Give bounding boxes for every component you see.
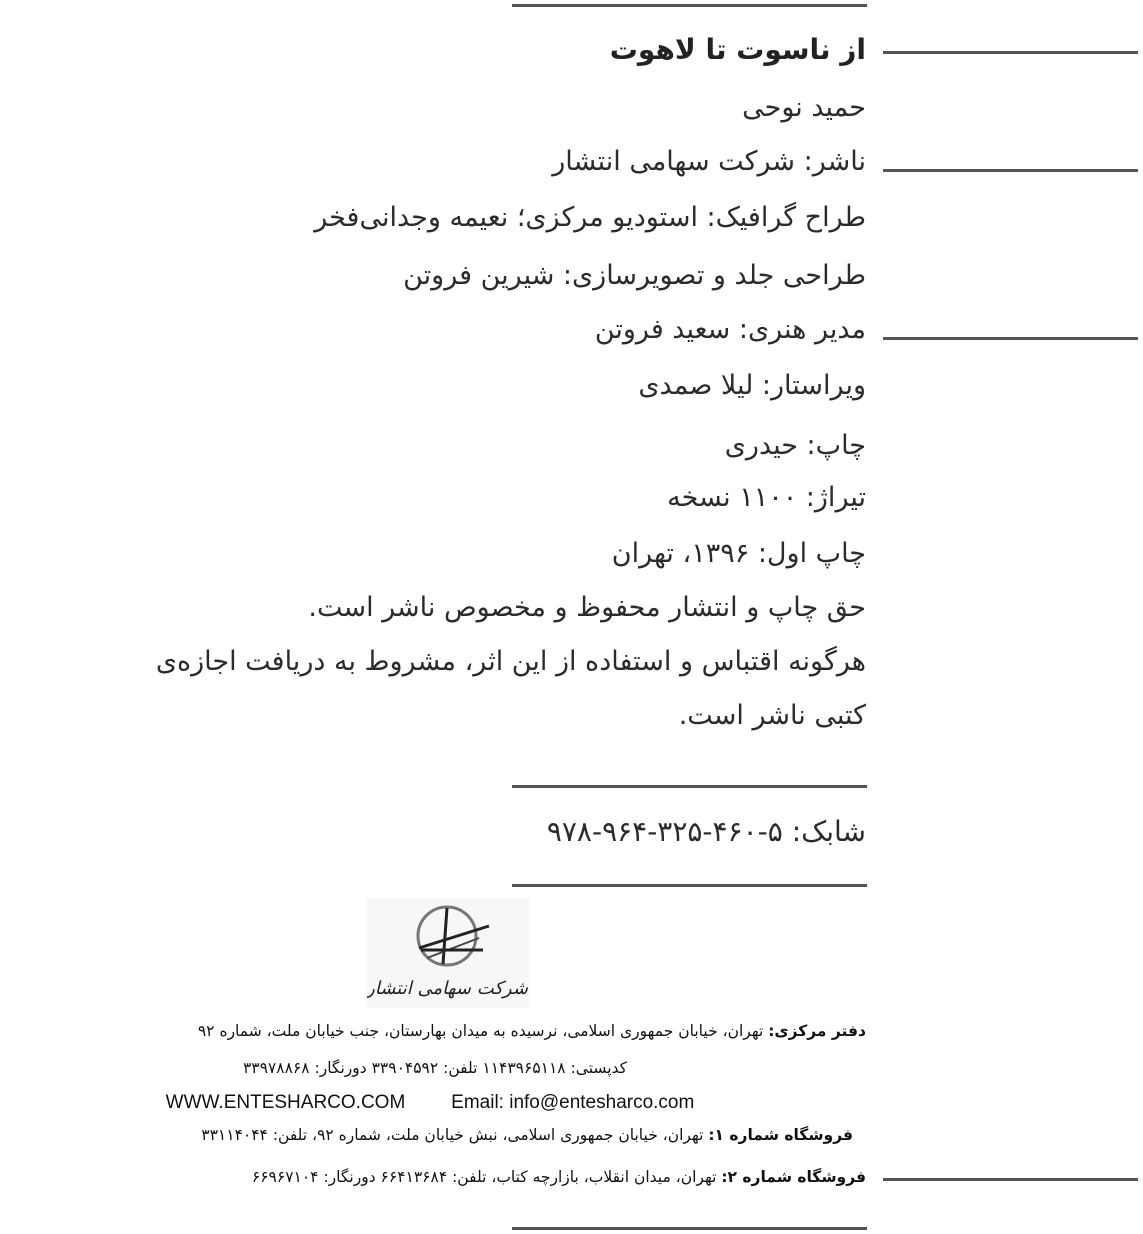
- store-1-text: تهران، خیابان جمهوری اسلامی، نبش خیابان ملت، شماره ۹۲، تلفن: ۳۳۱۱۴۰۴۴: [201, 1126, 709, 1144]
- store-1-address: [201, 1124, 853, 1146]
- store-2-text: تهران، میدان انقلاب، بازارچه کتاب، تلفن: ۶۶۴۱۳۶۸۴ دورنگار: ۶۶۹۶۷۱۰۴: [251, 1168, 722, 1186]
- store-2-label: فروشگاه شماره ۲:: [721, 1168, 866, 1186]
- cover-illustration: طراحی جلد و تصویرسازی: شیرین فروتن: [403, 260, 866, 291]
- first-edition: چاپ اول: ۱۳۹۶، تهران: [611, 538, 866, 569]
- printer: چاپ: حیدری: [724, 430, 866, 461]
- book-title: از ناسوت تا لاهوت: [609, 33, 866, 66]
- isbn-bottom-rule: [512, 884, 867, 887]
- svg-text:شرکت سهامی انتشار: شرکت سهامی انتشار: [367, 978, 528, 999]
- copyright-notice: حق چاپ و انتشار محفوظ و مخصوص ناشر است.: [308, 592, 866, 623]
- postal-phone-fax: کدپستی: ۱۱۴۳۹۶۵۱۱۸ تلفن: ۳۳۹۰۴۵۹۲ دورنگار: ۳۳۹۷۸۸۶۸: [242, 1059, 628, 1077]
- publisher-side-rule: [883, 169, 1138, 172]
- isbn-top-rule: [512, 785, 867, 788]
- store-1-label: فروشگاه شماره ۱:: [708, 1126, 853, 1144]
- art-director: مدیر هنری: سعید فروتن: [594, 314, 866, 345]
- author: حمید نوحی: [742, 92, 866, 123]
- print-run: تیراژ: ۱۱۰۰ نسخه: [667, 482, 866, 513]
- central-office-label: دفتر مرکزی:: [768, 1022, 866, 1040]
- top-rule: [512, 4, 867, 7]
- isbn: شابک: ۵-۴۶۰-۳۲۵-۹۶۴-۹۷۸: [546, 815, 866, 848]
- store-2-address: [252, 1166, 866, 1188]
- central-office-text: تهران، خیابان جمهوری اسلامی، نرسیده به میدان بهارستان، جنب خیابان ملت، شماره ۹۲: [197, 1022, 769, 1040]
- website-link[interactable]: WWW.ENTESHARCO.COM: [165, 1092, 406, 1113]
- central-office-address: [198, 1020, 866, 1042]
- publisher: ناشر: شرکت سهامی انتشار: [552, 146, 866, 177]
- graphic-designer: طراح گرافیک: استودیو مرکزی؛ نعیمه وجدانی‌فخر: [314, 202, 866, 233]
- usage-notice-line-2: کتبی ناشر است.: [678, 700, 866, 731]
- bottom-rule: [512, 1227, 867, 1230]
- art-director-side-rule: [883, 337, 1138, 340]
- email-link[interactable]: Email: info@entesharco.com: [451, 1092, 695, 1113]
- publisher-logo: [367, 898, 529, 1008]
- store2-side-rule: [883, 1178, 1138, 1181]
- usage-notice-line-1: هرگونه اقتباس و استفاده از این اثر، مشروط به دریافت اجازه‌ی: [155, 646, 866, 677]
- web-email-line: [120, 1092, 740, 1114]
- title-side-rule: [883, 51, 1138, 54]
- editor: ویراستار: لیلا صمدی: [638, 370, 866, 401]
- publisher-logo-icon: [367, 898, 529, 1008]
